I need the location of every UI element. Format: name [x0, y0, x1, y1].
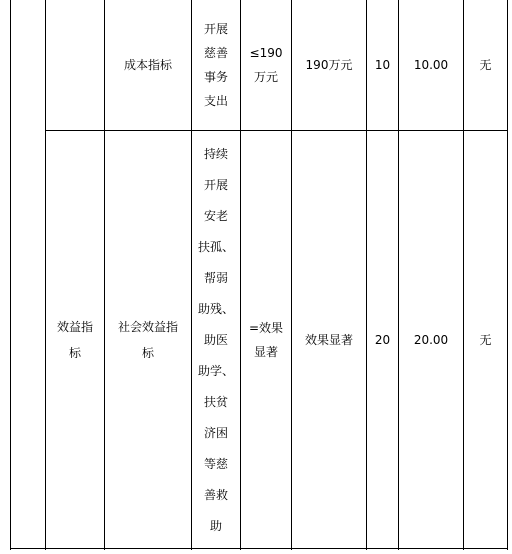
score-value: 10.00 [413, 58, 449, 72]
score-value: 20.00 [413, 332, 449, 347]
table-border-right [507, 0, 508, 550]
table-cell-weight [367, 0, 398, 130]
indicator-name: 社会效益指 标 [117, 319, 178, 360]
actual-value: 效果显著 [304, 332, 353, 347]
table-cell-weight [367, 131, 398, 548]
weight-value: 20 [374, 332, 391, 347]
remark-value: 无 [479, 332, 492, 347]
table-cell-score [399, 0, 463, 130]
remark-value: 无 [479, 58, 492, 72]
table-border-bottom [10, 548, 508, 549]
table-cell-remark [464, 0, 507, 130]
level3-text: 持续 开展 安老 扶孤、 帮弱 助残、 助医 助学、 扶贫 济困 等慈 善救 助 [197, 146, 234, 533]
indicator-category: 效益指 标 [56, 319, 93, 360]
table-cell-level2 [105, 131, 191, 548]
table-cell-level1 [46, 0, 104, 130]
level3-text: 开展 慈善 事务 支出 [203, 22, 228, 108]
actual-value: 190万元 [305, 58, 353, 72]
table-cell-target [241, 131, 291, 548]
table-cell-score [399, 131, 463, 548]
target-value: ≤190 万元 [249, 46, 283, 84]
table-cell-actual [292, 0, 366, 130]
table-border-left [10, 0, 11, 550]
table-cell-actual [292, 131, 366, 548]
indicator-name: 成本指标 [123, 58, 172, 72]
table-cell-level3 [192, 0, 240, 130]
table-cell-level2 [105, 0, 191, 130]
target-value: =效果 显著 [248, 320, 284, 359]
table-cell-remark [464, 131, 507, 548]
table-cell-level1 [46, 131, 104, 548]
weight-value: 10 [374, 58, 391, 72]
table-cell-target [241, 0, 291, 130]
table-cell-level3 [192, 131, 240, 548]
